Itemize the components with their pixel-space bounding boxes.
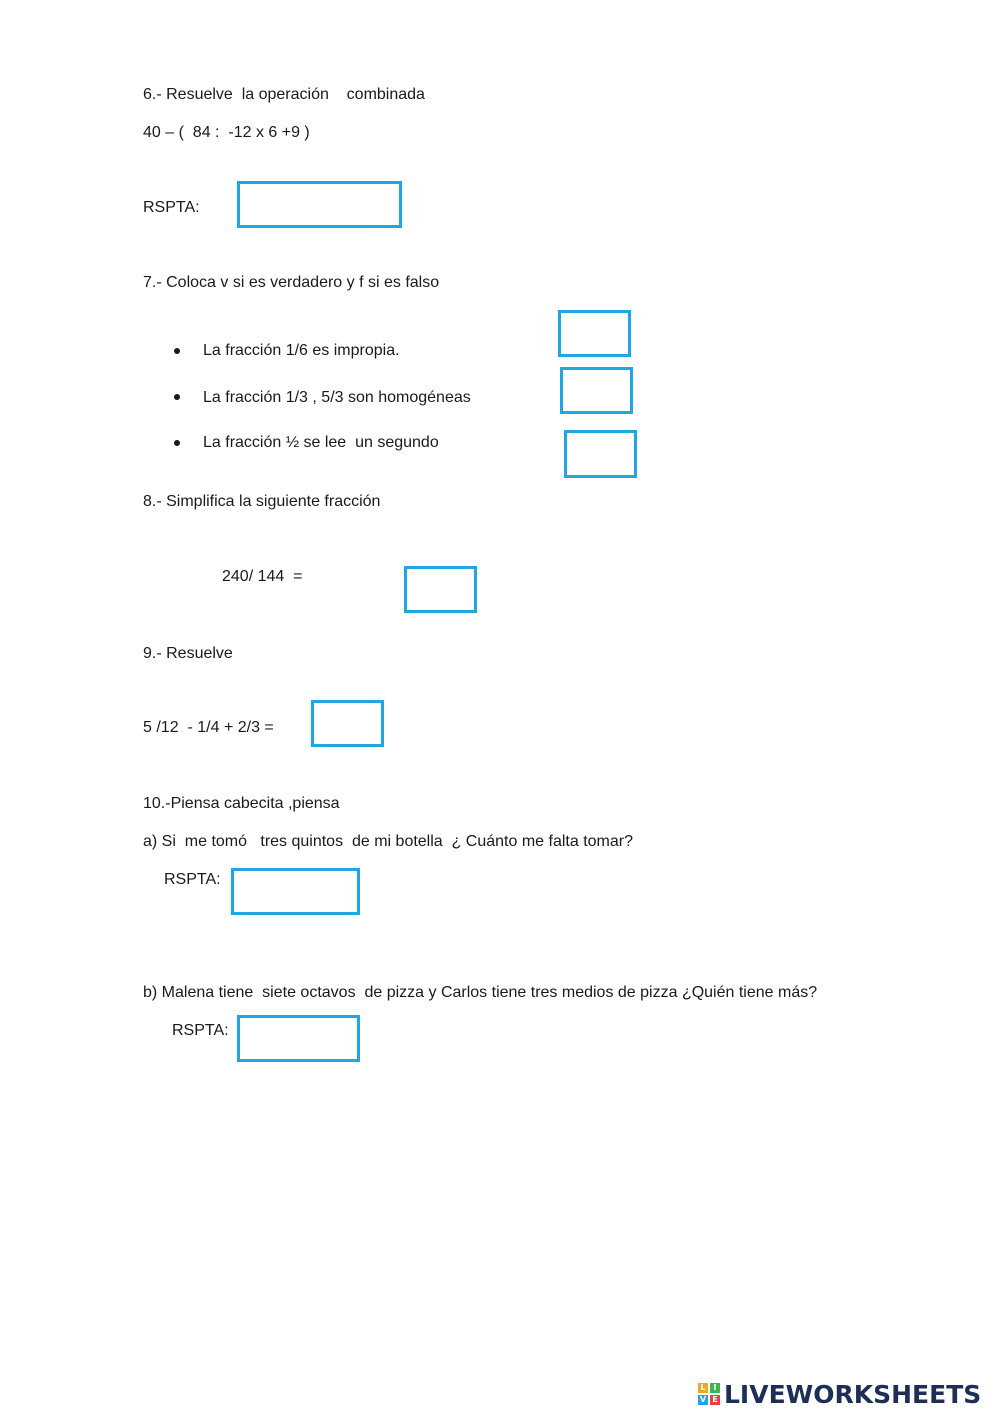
logo-letter: L — [698, 1383, 708, 1393]
liveworksheets-logo-icon — [698, 1383, 720, 1405]
q7-item-3: La fracción ½ se lee un segundo — [203, 434, 439, 451]
q7-item-3-answer-input[interactable] — [564, 430, 637, 478]
q10-a-answer-label: RSPTA: — [164, 871, 221, 888]
q8-expression: 240/ 144 = — [222, 568, 303, 585]
logo-letter: I — [710, 1383, 720, 1393]
q6-title: 6.- Resuelve la operación combinada — [143, 86, 425, 103]
q10-a-answer-input[interactable] — [231, 868, 360, 915]
bullet-icon — [174, 348, 180, 354]
q7-item-2-answer-input[interactable] — [560, 367, 633, 414]
q7-item-1: La fracción 1/6 es impropia. — [203, 342, 400, 359]
liveworksheets-logo — [698, 1379, 981, 1409]
q7-item-2: La fracción 1/3 , 5/3 son homogéneas — [203, 389, 471, 406]
q10-b-question: b) Malena tiene siete octavos de pizza y Carlos tiene tres medios de pizza ¿Quién tiene más? — [143, 984, 818, 1001]
logo-letter: E — [710, 1395, 720, 1405]
q10-b-answer-input[interactable] — [237, 1015, 360, 1062]
q10-b-answer-label: RSPTA: — [172, 1022, 229, 1039]
q8-title: 8.- Simplifica la siguiente fracción — [143, 493, 381, 510]
q9-answer-input[interactable] — [311, 700, 384, 747]
q9-title: 9.- Resuelve — [143, 645, 233, 662]
bullet-icon — [174, 440, 180, 446]
q6-answer-input[interactable] — [237, 181, 402, 228]
q10-a-question: a) Si me tomó tres quintos de mi botella ¿ Cuánto me falta tomar? — [143, 833, 633, 850]
q9-expression: 5 /12 - 1/4 + 2/3 = — [143, 719, 274, 736]
logo-wordmark: LIVEWORKSHEETS — [724, 1379, 982, 1409]
logo-letter: V — [699, 1395, 707, 1404]
q8-answer-input[interactable] — [404, 566, 477, 613]
q10-title: 10.-Piensa cabecita ,piensa — [143, 795, 340, 812]
q7-title: 7.- Coloca v si es verdadero y f si es falso — [143, 274, 440, 291]
q6-answer-label: RSPTA: — [143, 199, 200, 216]
q6-expression: 40 – ( 84 : -12 x 6 +9 ) — [143, 124, 310, 141]
q7-item-1-answer-input[interactable] — [558, 310, 631, 357]
bullet-icon — [174, 394, 180, 400]
